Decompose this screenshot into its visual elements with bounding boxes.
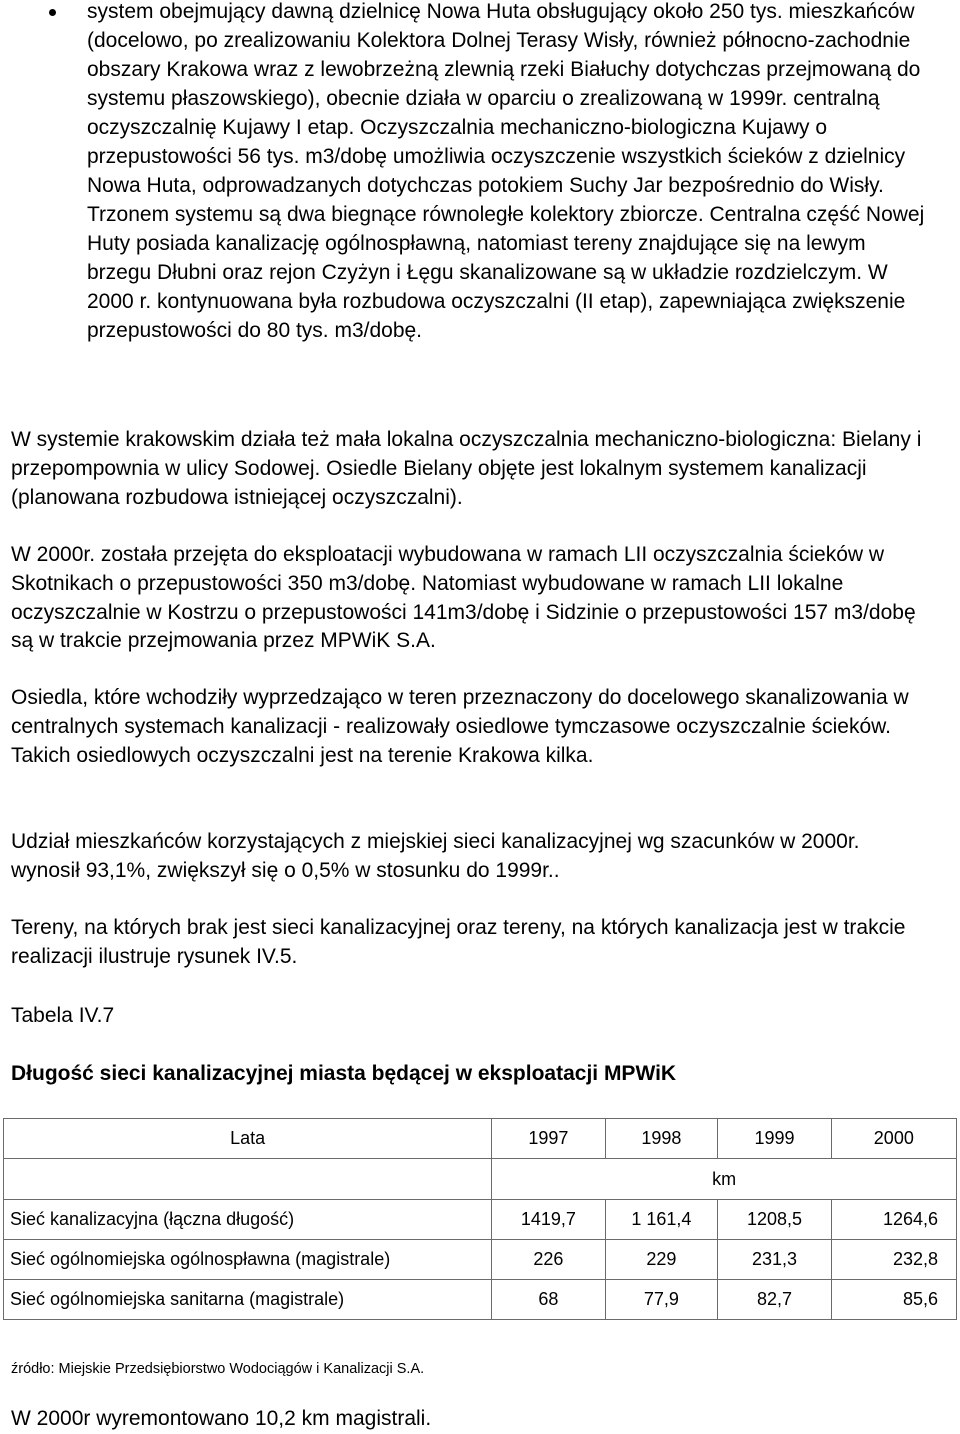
value-cell: 1264,6 xyxy=(831,1200,956,1240)
table-row xyxy=(4,1280,957,1320)
empty-cell xyxy=(4,1159,492,1200)
header-year: 1998 xyxy=(605,1119,718,1159)
value-cell: 226 xyxy=(492,1240,605,1280)
row-label: Sieć ogólnomiejska ogólnospławna (magistrale) xyxy=(4,1240,492,1280)
table-unit-row xyxy=(4,1159,957,1200)
header-year: 2000 xyxy=(831,1119,956,1159)
value-cell: 68 xyxy=(492,1280,605,1320)
value-cell: 1419,7 xyxy=(492,1200,605,1240)
value-cell: 85,6 xyxy=(831,1280,956,1320)
paragraph-osiedla: Osiedla, które wchodziły wyprzedzająco w teren przeznaczony do docelowego skanalizowania w centralnych systemach kanalizacji - realizowały osiedlowe tymczasowe oczyszczalnie ścieków. Takich osiedlowych oczyszczalni jest na terenie Krakowa kilka. xyxy=(11,686,909,767)
value-cell: 1208,5 xyxy=(718,1200,831,1240)
header-lata: Lata xyxy=(4,1119,492,1159)
table-header-row xyxy=(4,1119,957,1159)
value-cell: 231,3 xyxy=(718,1240,831,1280)
unit-cell: km xyxy=(492,1159,957,1200)
paragraph-tereny: Tereny, na których brak jest sieci kanalizacyjnej oraz tereny, na których kanalizacja jest w trakcie realizacji ilustruje rysunek IV.5. xyxy=(11,916,906,968)
paragraph-udzial: Udział mieszkańców korzystających z miejskiej sieci kanalizacyjnej wg szacunków w 2000r. wynosił 93,1%, zwiększył się o 0,5% w stosunku do 1999r.. xyxy=(11,830,860,882)
value-cell: 229 xyxy=(605,1240,718,1280)
table-source-note: źródło: Miejskie Przedsiębiorstwo Wodociągów i Kanalizacji S.A. xyxy=(11,1361,425,1377)
header-year: 1999 xyxy=(718,1119,831,1159)
sewer-network-table xyxy=(3,1118,957,1320)
table-row xyxy=(4,1200,957,1240)
bullet-icon xyxy=(49,9,56,16)
paragraph-skotniki: W 2000r. została przejęta do eksploatacji wybudowana w ramach LII oczyszczalnia ścieków w Skotnikach o przepustowości 350 m3/dobę. Natomiast wybudowane w ramach LII lokalne oczyszczalnie w Kostrzu o przepustowości 141m3/dobę i Sidzinie o przepustowości 157 m3/dobę są w trakcie przejmowania przez MPWiK S.A. xyxy=(11,543,916,653)
row-label: Sieć ogólnomiejska sanitarna (magistrale) xyxy=(4,1280,492,1320)
value-cell: 1 161,4 xyxy=(605,1200,718,1240)
value-cell: 232,8 xyxy=(831,1240,956,1280)
value-cell: 82,7 xyxy=(718,1280,831,1320)
bullet-text: system obejmujący dawną dzielnicę Nowa Huta obsługujący około 250 tys. mieszkańców (docelowo, po zrealizowaniu Kolektora Dolnej Terasy Wisły, również północno-zachodnie obszary Krakowa wraz z lewobrzeżną zlewnią rzeki Białuchy dotychczas przejmowaną do systemu płaszowskiego), obecnie działa w oparciu o zrealizowaną w 1999r. centralną oczyszczalnię Kujawy I etap. Oczyszczalnia mechaniczno-biologiczna Kujawy o przepustowości 56 tys. m3/dobę umożliwia oczyszczenie wszystkich ścieków z dzielnicy Nowa Huta, odprowadzanych dotychczas potokiem Suchy Jar bezpośrednio do Wisły. Trzonem systemu są dwa biegnące równoległe kolektory zbiorcze. Centralna część Nowej Huty posiada kanalizację ogólnospławną, natomiast tereny znajdujące się na lewym brzegu Dłubni oraz rejon Czyżyn i Łęgu skanalizowane są w układzie rozdzielczym. W 2000 r. kontynuowana była rozbudowa oczyszczalni (II etap), zapewniająca zwiększenie przepustowości do 80 tys. m3/dobę. xyxy=(87,0,925,342)
row-label: Sieć kanalizacyjna (łączna długość) xyxy=(4,1200,492,1240)
value-cell: 77,9 xyxy=(605,1280,718,1320)
table-label: Tabela IV.7 xyxy=(11,1004,115,1027)
table-row xyxy=(4,1240,957,1280)
paragraph-bielany: W systemie krakowskim działa też mała lokalna oczyszczalnia mechaniczno-biologiczna: Bielany i przepompownia w ulicy Sodowej. Osiedle Bielany objęte jest lokalnym systemem kanalizacji (planowana rozbudowa istniejącej oczyszczalni). xyxy=(11,428,922,509)
paragraph-closing: W 2000r wyremontowano 10,2 km magistrali. xyxy=(11,1407,432,1430)
header-year: 1997 xyxy=(492,1119,605,1159)
table-title: Długość sieci kanalizacyjnej miasta będącej w eksploatacji MPWiK xyxy=(11,1062,677,1085)
